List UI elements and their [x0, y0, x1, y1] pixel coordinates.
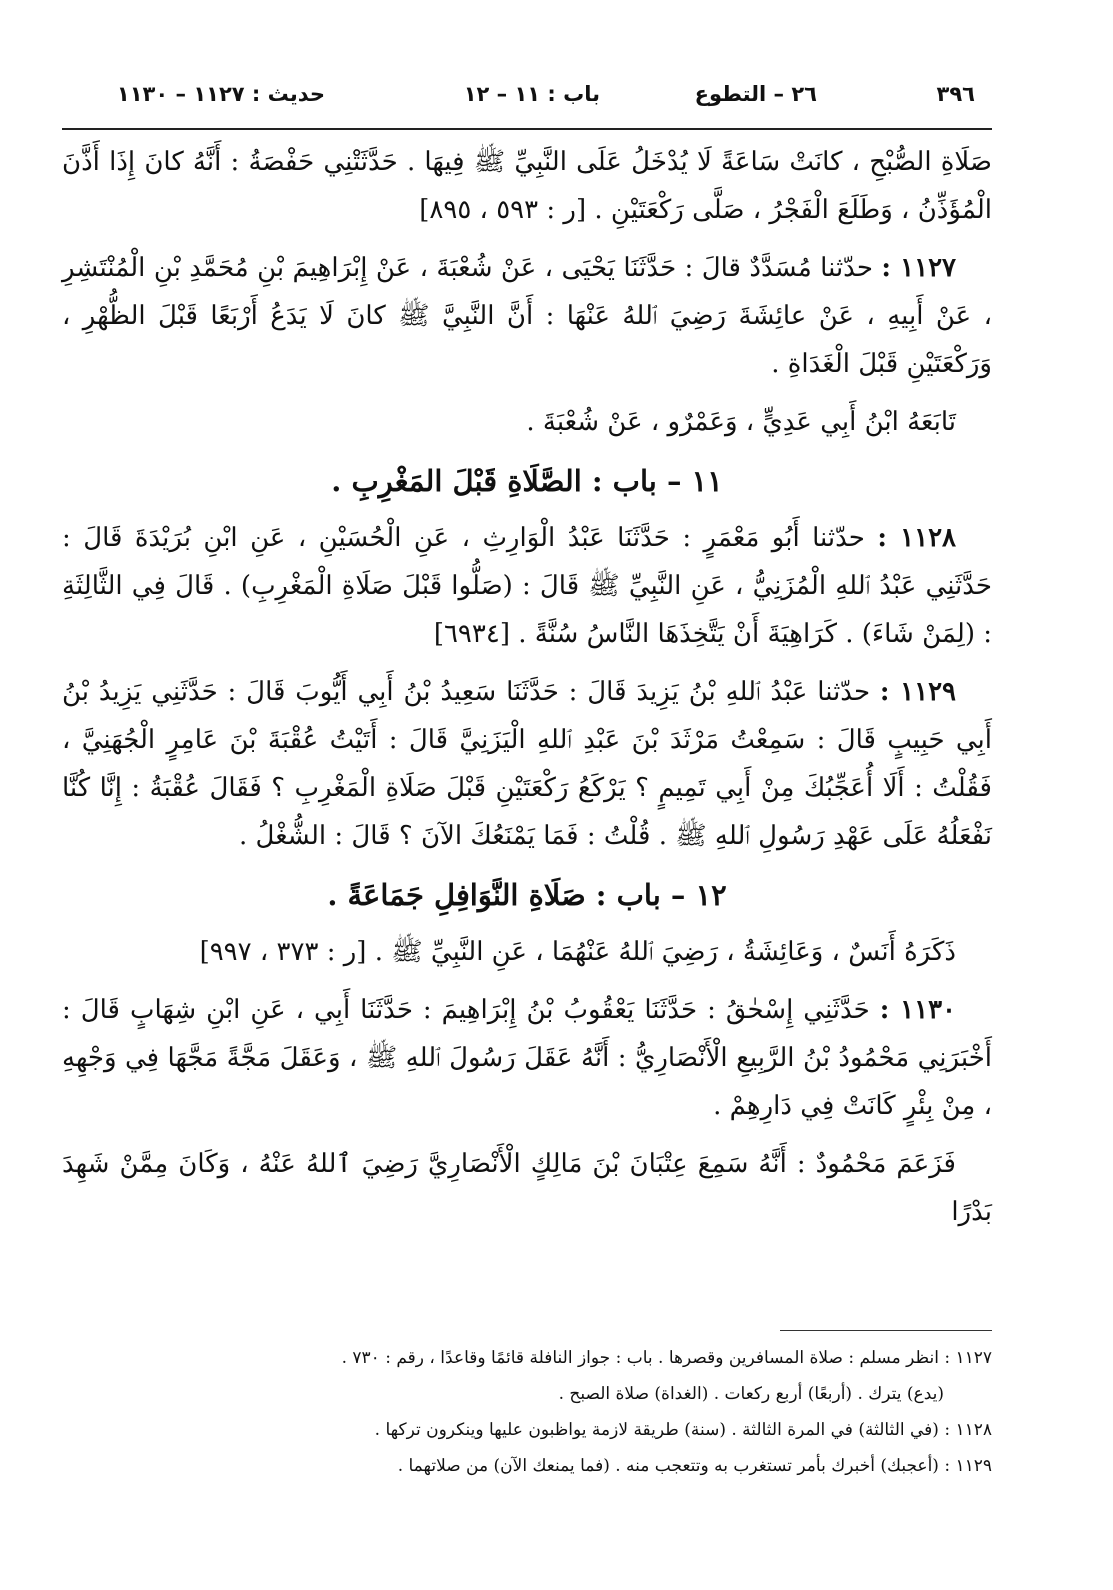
hadith-text: حدّثنا أَبُو مَعْمَرٍ : حَدَّثَنَا عَبْدُ الْوَارِثِ ، عَنِ الْحُسَيْنِ ، عَنِ ابْنِ بُرَيْدَةَ قَالَ : حَدَّثَنِي عَبْدُ ٱللهِ الْمُزَنِيُّ ، عَنِ النَّبِيِّ ﷺ قَالَ : (صَلُّوا قَبْلَ صَلَاةِ الْمَغْرِبِ) . قَالَ فِي الثَّالِثَةِ : (لِمَنْ شَاءَ) . كَرَاهِيَةَ أَنْ يَتَّخِذَهَا النَّاسُ سُنَّةً . [٦٩٣٤]: [62, 523, 992, 649]
mutaba-note: تَابَعَهُ ابْنُ أَبِي عَدِيٍّ ، وَعَمْرٌو ، عَنْ شُعْبَةَ .: [526, 407, 956, 437]
hadith-1130: [62, 986, 992, 1130]
hadith-range: حديث : ١١٢٧ – ١١٣٠: [116, 82, 325, 106]
continuation-paragraph: فَزَعَمَ مَحْمُودٌ : أَنَّهُ سَمِعَ عِتْبَانَ بْنَ مَالِكٍ الْأَنْصَارِيَّ رَضِيَ ٱللهُ عَنْهُ ، وَكَانَ مِمَّنْ شَهِدَ بَدْرًا: [62, 1149, 992, 1227]
hadith-text: حدّثنا عَبْدُ ٱللهِ بْنُ يَزِيدَ قَالَ : حَدَّثَنَا سَعِيدُ بْنُ أَبِي أَيُّوبَ قَالَ : حَدَّثَنِي يَزِيدُ بْنُ أَبِي حَبِيبٍ قَالَ : سَمِعْتُ مَرْثَدَ بْنَ عَبْدِ ٱللهِ الْيَزَنِيَّ قَالَ : أَتَيْتُ عُقْبَةَ بْنَ عَامِرٍ الْجُهَنِيَّ ، فَقُلْتُ : أَلَا أُعَجِّبُكَ مِنْ أَبِي تَمِيمٍ ؟ يَرْكَعُ رَكْعَتَيْنِ قَبْلَ صَلَاةِ الْمَغْرِبِ ؟ فَقَالَ عُقْبَةُ : إِنَّا كُنَّا نَفْعَلُهُ عَلَى عَهْدِ رَسُولِ ٱللهِ ﷺ . قُلْتُ : فَمَا يَمْنَعُكَ الآنَ ؟ قَالَ : الشُّغْلُ .: [62, 677, 992, 851]
header-rule: [62, 128, 992, 130]
continued-paragraph: صَلَاةِ الصُّبْحِ ، كانَتْ سَاعَةً لَا يُدْخَلُ عَلَى النَّبِيِّ ﷺ فِيهَا . حَدَّثَتْنِي حَفْصَةُ : أَنَّهُ كانَ إِذَا أَذَّنَ الْمُؤَذِّنُ ، وَطَلَعَ الْفَجْرُ ، صَلَّى رَكْعَتَيْنِ . [ر : ٥٩٣ ، ٨٩٥]: [62, 147, 992, 225]
dhakarahu-note: ذَكَرَهُ أَنَسٌ ، وَعَائِشَةُ ، رَضِيَ ٱللهُ عَنْهُمَا ، عَنِ النَّبِيِّ ﷺ . [ر : ٣٧٣ ، ٩٩٧]: [199, 937, 956, 967]
bab-11-heading: ١١ – باب : الصَّلَاةِ قَبْلَ المَغْرِبِ .: [331, 464, 723, 498]
hadith-number: ١١٢٨ :: [877, 523, 956, 553]
hadith-1129: [62, 668, 992, 860]
footnote-1128: ١١٢٨ : (في الثالثة) في المرة الثالثة . (سنة) طريقة لازمة يواظبون عليها وينكرون تركها .: [374, 1420, 992, 1440]
bab-range: باب : ١١ – ١٢: [463, 82, 600, 106]
page-number: ٣٩٦: [936, 82, 975, 106]
footnote-1129: ١١٢٩ : (أعجبك) أخبرك بأمر تستغرب به وتتعجب منه . (فما يمنعك الآن) من صلاتهما .: [397, 1456, 992, 1476]
hadith-number: ١١٢٧ :: [881, 253, 956, 283]
footnote-1127: ١١٢٧ : انظر مسلم : صلاة المسافرين وقصرها . باب : جواز النافلة قائمًا وقاعدًا ، رقم : ٧٣٠ .: [341, 1348, 992, 1368]
bab-12-heading: ١٢ – باب : صَلَاةِ النَّوَافِلِ جَمَاعَةً .: [327, 878, 727, 912]
footnote-rule: [780, 1330, 992, 1331]
chapter-title: ٢٦ – التطوع: [694, 82, 817, 106]
footnotes: [62, 1340, 992, 1484]
hadith-number: ١١٣٠ :: [879, 995, 956, 1025]
footnote-1127-glossary: (يدع) يترك . (أربعًا) أربع ركعات . (الغداة) صلاة الصبح .: [558, 1384, 944, 1404]
running-header: [62, 78, 975, 118]
hadith-text: حَدَّثَنِي إِسْحٰقُ : حَدَّثَنَا يَعْقُوبُ بْنُ إِبْرَاهِيمَ : حَدَّثَنَا أَبِي ، عَنِ ابْنِ شِهَابٍ قَالَ : أَخْبَرَنِي مَحْمُودُ بْنُ الرَّبِيعِ الْأَنْصَارِيُّ : أَنَّهُ عَقَلَ رَسُولَ ٱللهِ ﷺ ، وَعَقَلَ مَجَّةً مَجَّهَا فِي وَجْهِهِ ، مِنْ بِئْرٍ كَانَتْ فِي دَارِهِمْ .: [62, 995, 992, 1121]
hadith-number: ١١٢٩ :: [879, 677, 957, 707]
hadith-text: حدّثنا مُسَدَّدٌ قالَ : حَدَّثَنَا يَحْيَى ، عَنْ شُعْبَةَ ، عَنْ إِبْرَاهِيمَ بْنِ مُحَمَّدِ بْنِ الْمُنْتَشِرِ ، عَنْ أَبِيهِ ، عَنْ عائِشَةَ رَضِيَ ٱللهُ عَنْهَا : أَنَّ النَّبِيَّ ﷺ كانَ لَا يَدَعُ أَرْبَعًا قَبْلَ الظُّهْرِ ، وَرَكْعَتَيْنِ قَبْلَ الْغَدَاةِ .: [62, 253, 992, 379]
hadith-1128: [62, 514, 992, 658]
hadith-1127: [62, 244, 992, 388]
main-text: [62, 138, 992, 1246]
